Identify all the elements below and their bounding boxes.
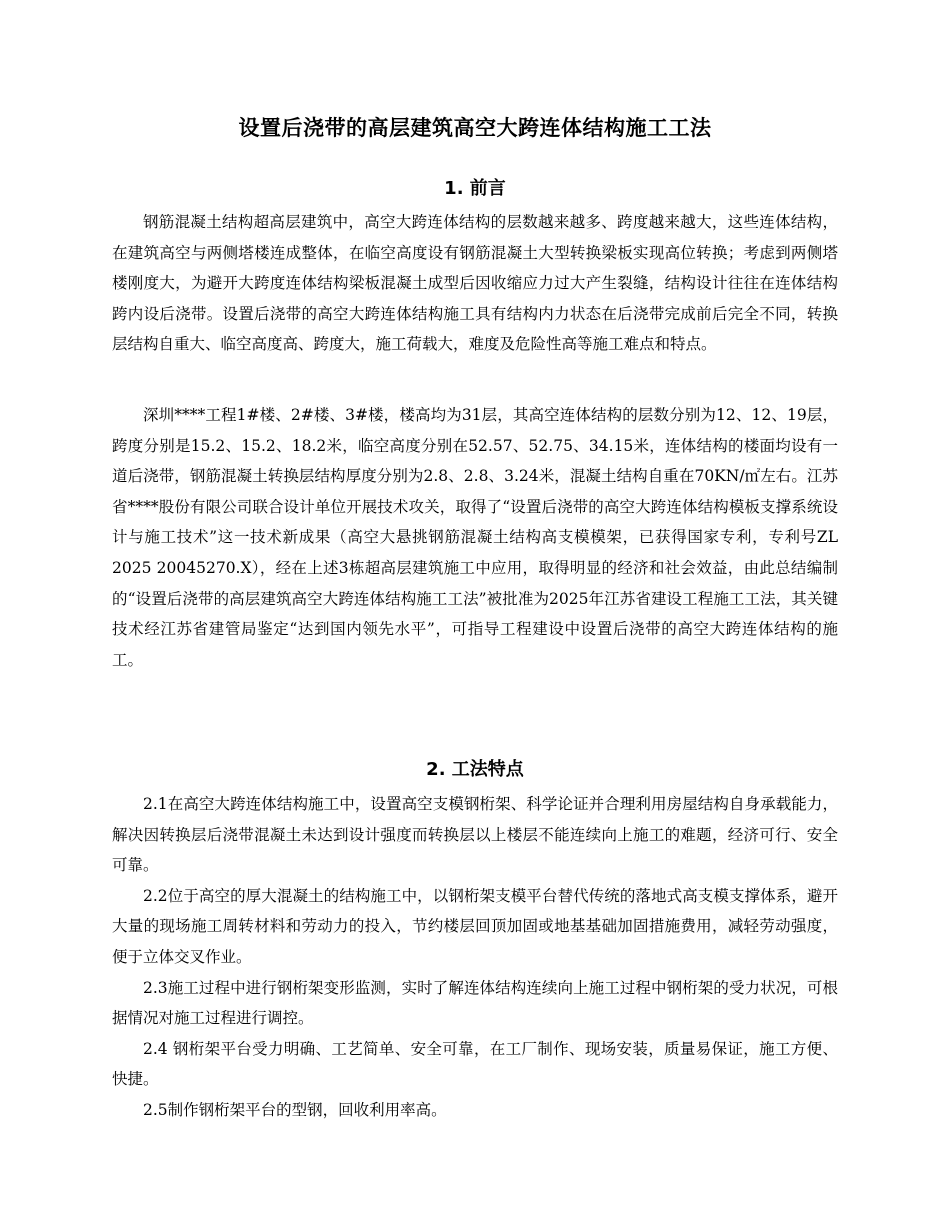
section-heading-features: 2. 工法特点 xyxy=(426,759,524,780)
preface-paragraph-1 xyxy=(112,207,838,360)
feature-item: 2.2位于高空的厚大混凝土的结构施工中，以钢桁架支模平台替代传统的落地式高支模支撑体系，避开大量的现场施工周转材料和劳动力的投入，节约楼层回顶加固或地基基础加固措施费用，减轻劳动强度，便于立体交叉作业。 xyxy=(112,886,838,966)
feature-item: 2.3施工过程中进行钢桁架变形监测，实时了解连体结构连续向上施工过程中钢桁架的受力状况，可根据情况对施工过程进行调控。 xyxy=(112,978,838,1028)
section-heading-preface: 1. 前言 xyxy=(444,178,506,199)
body-paragraph: 深圳****工程1#楼、2#楼、3#楼，楼高均为31层，其高空连体结构的层数分别为12、12、19层，跨度分别是15.2、15.2、18.2米，临空高度分别在52.57、52.75、34.15米，连体结构的楼面均设有一道后浇带，钢筋混凝土转换层结构厚度分别为2.8、2.8、3.24米，混凝土结构自重在70KN/㎡左右。江苏省****股份有限公司联合设计单位开展技术攻关，取得了“设置后浇带的高空大跨连体结构模板支撑系统设计与施工技术”这一技术新成果（高空大悬挑钢筋混凝土结构高支模模架，已获得国家专利，专利号ZL 2025 20045270.X），经在上述3栋超高层建筑施工中应用，取得明显的经济和社会效益，由此总结编制的“设置后浇带的高层建筑高空大跨连体结构施工工法”被批准为2025年江苏省建设工程施工工法，其关键技术经江苏省建管局鉴定“达到国内领先水平”，可指导工程建设中设置后浇带的高空大跨连体结构的施工。 xyxy=(112,406,838,669)
feature-item: 2.4 钢桁架平台受力明确、工艺简单、安全可靠，在工厂制作、现场安装，质量易保证，施工方便、快捷。 xyxy=(112,1039,838,1089)
feature-item: 2.1在高空大跨连体结构施工中，设置高空支模钢桁架、科学论证并合理利用房屋结构自身承载能力，解决因转换层后浇带混凝土未达到设计强度而转换层以上楼层不能连续向上施工的难题，经济可行、安全可靠。 xyxy=(112,795,838,875)
document-title: 设置后浇带的高层建筑高空大跨连体结构施工工法 xyxy=(238,116,712,140)
body-paragraph: 钢筋混凝土结构超高层建筑中，高空大跨连体结构的层数越来越多、跨度越来越大，这些连体结构，在建筑高空与两侧塔楼连成整体，在临空高度设有钢筋混凝土大型转换梁板实现高位转换；考虑到两侧塔楼刚度大，为避开大跨度连体结构梁板混凝土成型后因收缩应力过大产生裂缝，结构设计往往在连体结构跨内设后浇带。设置后浇带的高空大跨连体结构施工具有结构内力状态在后浇带完成前后完全不同，转换层结构自重大、临空高度高、跨度大，施工荷载大，难度及危险性高等施工难点和特点。 xyxy=(112,213,838,354)
preface-paragraph-2 xyxy=(112,400,838,675)
features-list xyxy=(112,789,838,1126)
feature-item: 2.5制作钢桁架平台的型钢，回收利用率高。 xyxy=(143,1100,447,1119)
